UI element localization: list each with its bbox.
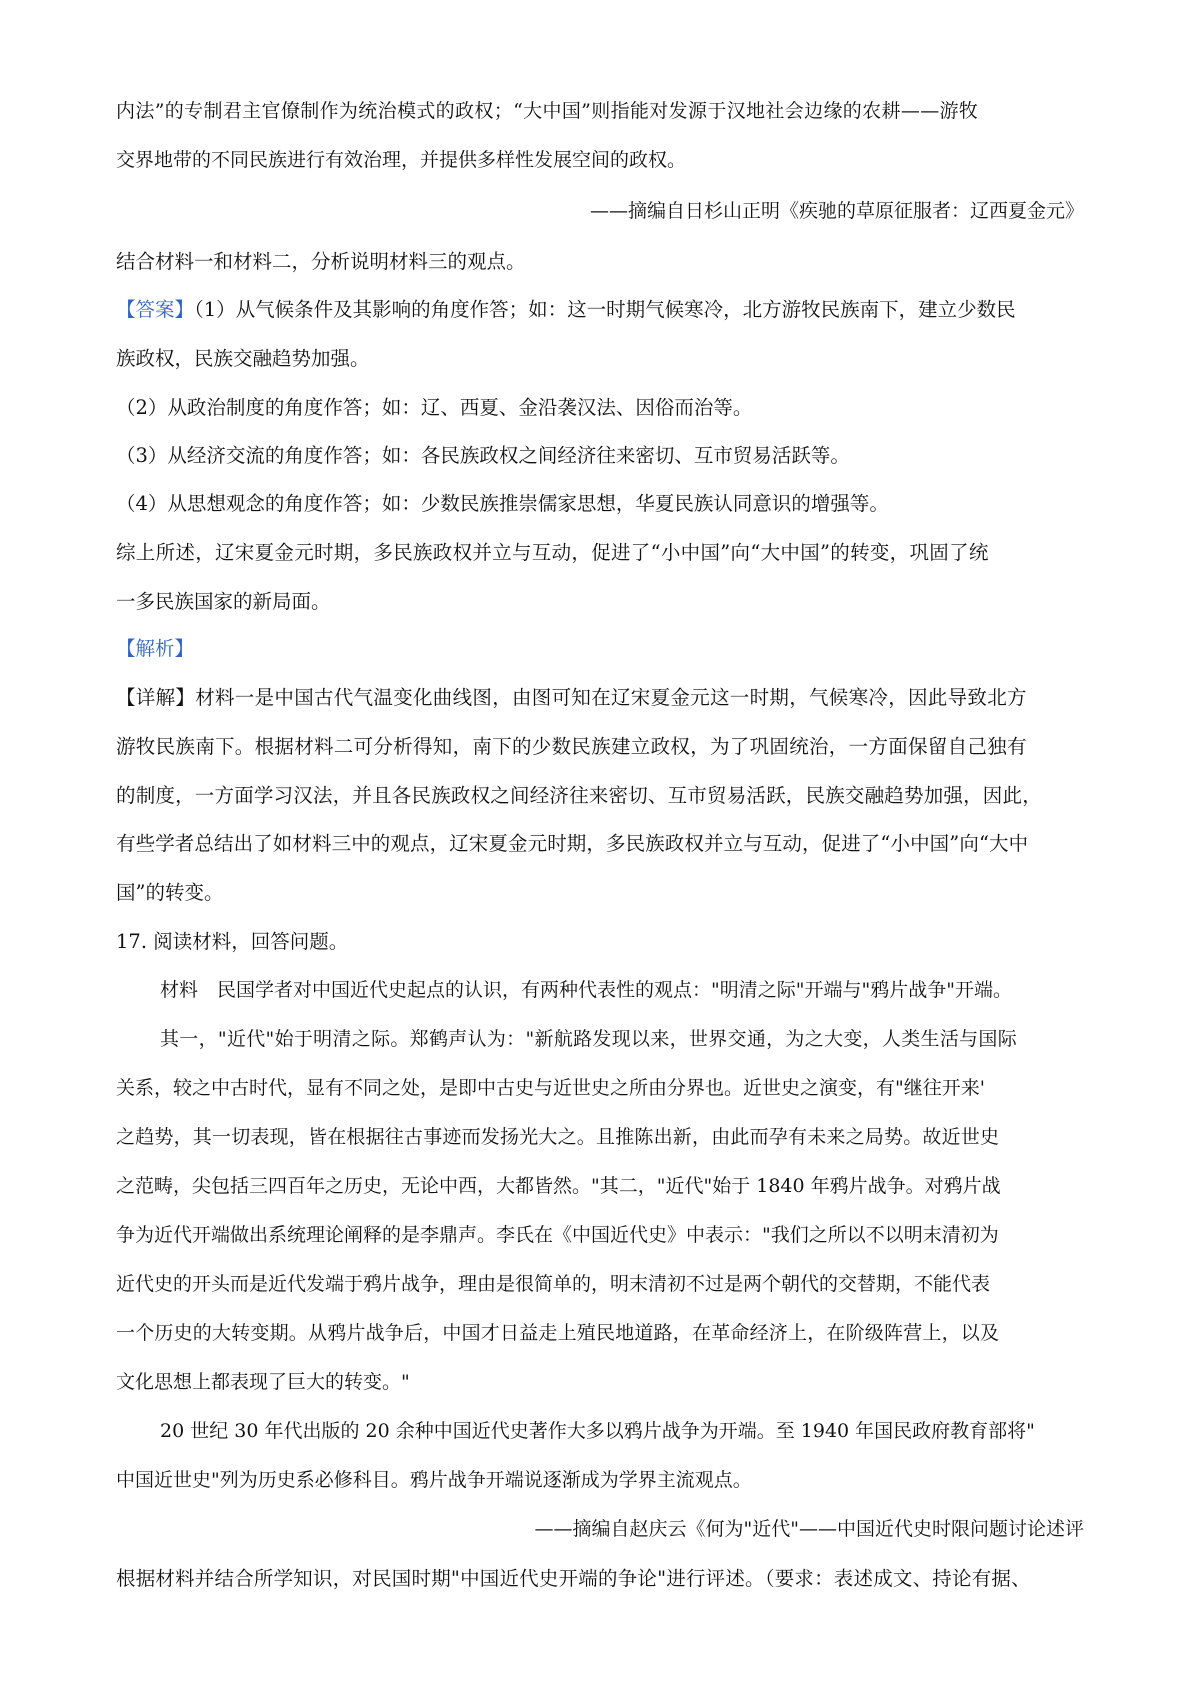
analysis-detail-line: 国”的转变。 [116,881,224,904]
q17-material-line: 文化思想上都表现了巨大的转变。" [116,1371,410,1393]
q17-material-line: 其一，"近代"始于明清之际。郑鹤声认为："新航路发现以来，世界交通，为之大变，人类生活与国际 [160,1028,1018,1050]
q17-material-line: 近代史的开头而是近代发端于鸦片战争，理由是很简单的，明末清初不过是两个朝代的交替期，不能代表 [116,1273,991,1295]
analysis-label: 【解析】 [116,637,195,660]
analysis-detail-line: 游牧民族南下。根据材料二可分析得知，南下的少数民族建立政权，为了巩固统治，一方面保留自己独有 [116,735,1027,758]
answer-summary: 综上所述，辽宋夏金元时期，多民族政权并立与互动，促进了“小中国”向“大中国”的转变，巩固了统 [116,541,989,564]
q17-material-line: 材料 民国学者对中国近代史起点的认识，有两种代表性的观点："明清之际"开端与"鸦片战争"开端。 [160,979,1012,1001]
analysis-detail-line: 【详解】材料一是中国古代气温变化曲线图，由图可知在辽宋夏金元这一时期，气候寒冷，因此导致北方 [116,686,1027,709]
answer-item: （4）从思想观念的角度作答；如：少数民族推崇儒家思想，华夏民族认同意识的增强等。 [116,492,889,515]
q17-material-line: 20 世纪 30 年代出版的 20 余种中国近代史著作大多以鸦片战争为开端。至 1940 年国民政府教育部将" [160,1420,1035,1442]
q17-material-line: 之范畴，尖包括三四百年之历史，无论中西，大都皆然。"其二，"近代"始于 1840 年鸦片战争。对鸦片战 [116,1175,1001,1197]
q17-question: 根据材料并结合所学知识，对民国时期"中国近代史开端的争论"进行评述。（要求：表述成文、持论有据、 [116,1567,1031,1590]
q17-material-line: 争为近代开端做出系统理论阐释的是李鼎声。李氏在《中国近代史》中表示："我们之所以不以明末清初为 [116,1224,999,1246]
answer-item: （2）从政治制度的角度作答；如：辽、西夏、金沿袭汉法、因俗而治等。 [116,396,753,419]
answer-item: （1）从气候条件及其影响的角度作答；如：这一时期气候寒冷，北方游牧民族南下，建立少数民 [194,298,1016,321]
q17-material-line: 中国近世史"列为历史系必修科目。鸦片战争开端说逐渐成为学界主流观点。 [116,1469,752,1491]
answer-label: 【答案】 [116,298,195,321]
answer-summary: 一多民族国家的新局面。 [116,590,331,613]
q17-material-line: 之趋势，其一切表现，皆在根据往古事迹而发扬光大之。且推陈出新，由此而孕有未来之局势。故近世史 [116,1126,1000,1148]
analysis-detail-line: 的制度，一方面学习汉法，并且各民族政权之间经济往来密切、互市贸易活跃，民族交融趋势加强，因此， [116,784,1042,807]
material-text-line: 交界地带的不同民族进行有效治理，并提供多样性发展空间的政权。 [116,149,687,171]
q17-material-line: 关系，较之中古时代，显有不同之处，是即中古史与近世史之所由分界也。近世史之演变，有"继往开来' [116,1077,985,1099]
q17-material-line: 一个历史的大转变期。从鸦片战争后，中国才日益走上殖民地道路，在革命经济上，在阶级阵营上，以及 [116,1322,1000,1344]
q17-source: ——摘编自赵庆云《何为"近代"——中国近代史时限问题讨论述评 [534,1518,1084,1540]
material-source: ——摘编自日杉山正明《疾驰的草原征服者：辽西夏金元》 [589,200,1084,222]
answer-item: （3）从经济交流的角度作答；如：各民族政权之间经济往来密切、互市贸易活跃等。 [116,444,850,467]
question-prompt: 结合材料一和材料二，分析说明材料三的观点。 [116,250,526,273]
answer-first-line [116,300,1016,320]
material-text-line: 内法”的专制君主官僚制作为统治模式的政权；“大中国”则指能对发源于汉地社会边缘的农耕——游牧 [116,100,979,122]
answer-item-continued: 族政权，民族交融趋势加强。 [116,347,370,370]
analysis-detail-line: 有些学者总结出了如材料三中的观点，辽宋夏金元时期，多民族政权并立与互动，促进了“小中国”向“大中 [116,832,1029,855]
question-17-heading: 17. 阅读材料，回答问题。 [116,930,349,953]
